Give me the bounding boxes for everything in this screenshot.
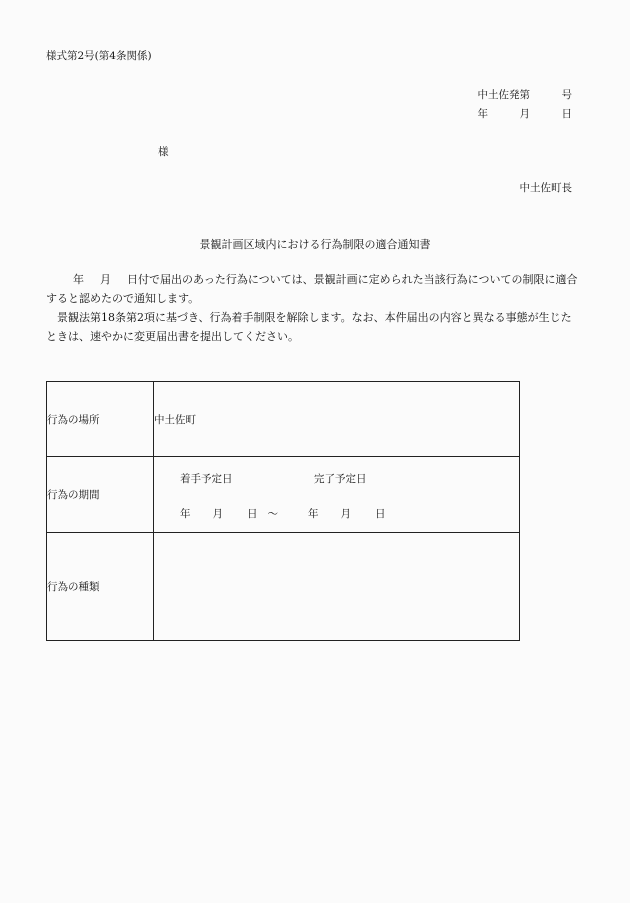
table-row [47,457,520,533]
table-row [47,382,520,457]
location-value: 中土佐町 [154,382,520,457]
addressee: 様 [158,146,169,158]
location-label: 行為の場所 [47,382,154,457]
end-month: 月 [340,508,351,520]
start-year: 年 [180,508,191,520]
para1-year: 年 [73,273,84,286]
end-date-label: 完了予定日 [314,473,367,485]
issue-date: 年 月 日 [477,108,572,120]
document-number: 中土佐発第 号 [477,89,572,101]
end-day: 日 [375,508,386,520]
para1-rest: 日付で届出のあった行為については、景観計画に定められた当該行為についての制限に適合すると認めたので通知します。 [46,273,578,305]
period-cell [154,457,520,533]
body-paragraph-1 [46,270,581,308]
sender: 中土佐町長 [519,182,572,194]
para1-month: 月 [100,273,111,286]
period-label: 行為の期間 [47,457,154,533]
type-value [154,533,520,641]
period-date-row [180,506,386,521]
notice-table [46,381,520,641]
body-paragraph-2: 景観法第18条第2項に基づき、行為着手制限を解除します。なお、本件届出の内容と異なる事態が生じたときは、速やかに変更届出書を提出してください。 [46,311,572,343]
document-title: 景観計画区域内における行為制限の適合通知書 [199,238,431,251]
body-text [46,270,581,346]
period-tilde: 〜 [267,508,278,520]
start-day: 日 [247,508,258,520]
form-number: 様式第2号(第4条関係) [46,50,152,62]
type-label: 行為の種類 [47,533,154,641]
end-year: 年 [308,508,319,520]
table-row [47,533,520,641]
start-month: 月 [212,508,223,520]
start-date-label: 着手予定日 [180,473,233,485]
